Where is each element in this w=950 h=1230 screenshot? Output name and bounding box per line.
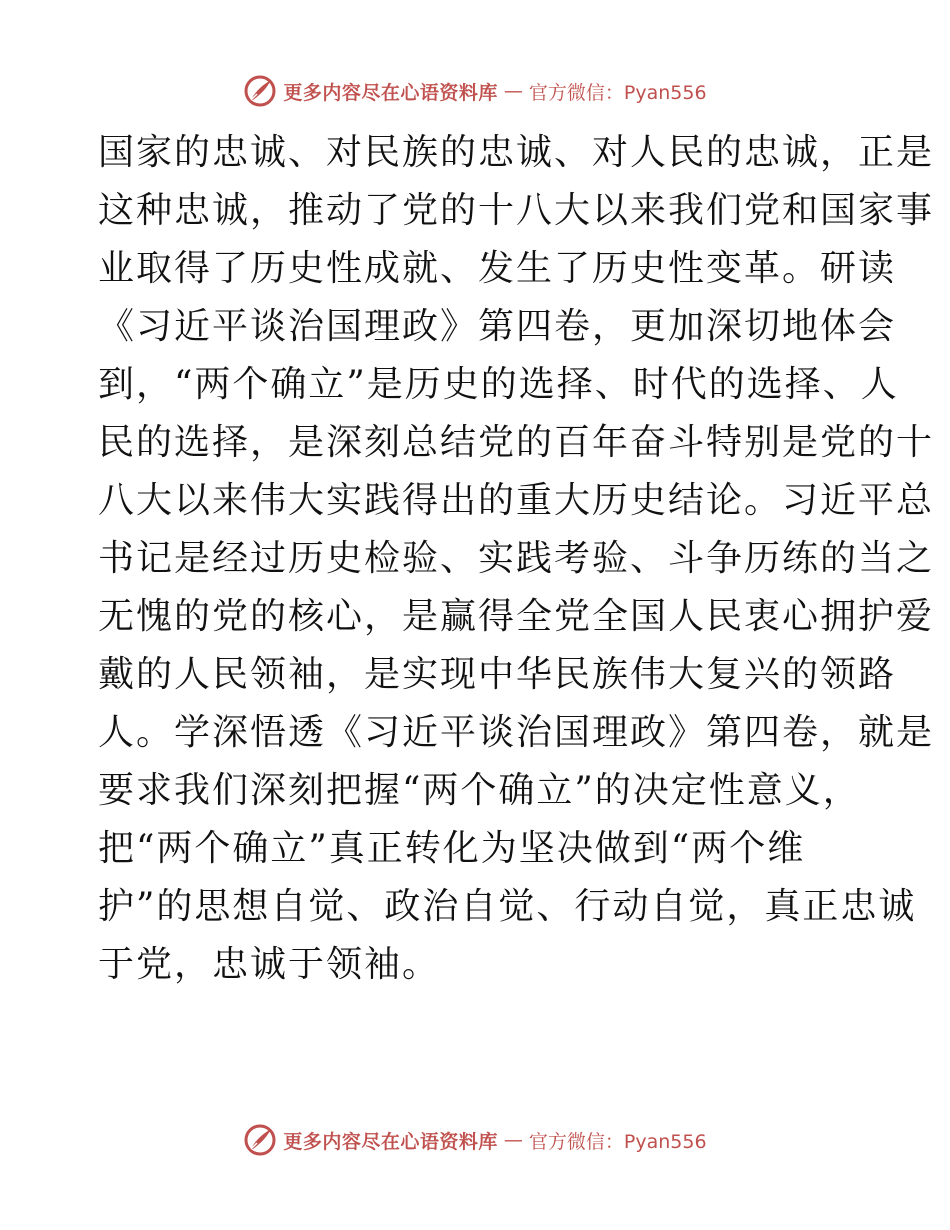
- body-line: 护”的思想自觉、政治自觉、行动自觉，真正忠诚: [98, 886, 917, 927]
- banner-text: 更多内容尽在心语资料库: [283, 81, 498, 104]
- document-body: [98, 124, 935, 994]
- body-line: 民的选择，是深刻总结党的百年奋斗特别是党的十: [98, 422, 935, 463]
- body-line: 书记是经过历史检验、实践考验、斗争历练的当之: [98, 538, 935, 579]
- body-line: 于党，忠诚于领袖。: [98, 944, 441, 985]
- quill-pen-logo-icon: [243, 74, 277, 108]
- body-line: 《习近平谈治国理政》第四卷，更加深切地体会: [98, 306, 897, 347]
- body-line: 到，“两个确立”是历史的选择、时代的选择、人: [98, 364, 899, 405]
- wechat-label: 官方微信：Pyan556: [528, 81, 707, 104]
- body-line: 业取得了历史性成就、发生了历史性变革。研读: [98, 248, 897, 289]
- banner-text: 更多内容尽在心语资料库: [283, 1130, 498, 1153]
- body-line: 国家的忠诚、对民族的忠诚、对人民的忠诚，正是: [98, 132, 935, 173]
- wechat-label: 官方微信：Pyan556: [528, 1130, 707, 1153]
- banner-separator: —: [503, 80, 523, 102]
- body-line: 要求我们深刻把握“两个确立”的决定性意义，: [98, 770, 861, 811]
- body-line: 人。学深悟透《习近平谈治国理政》第四卷，就是: [98, 712, 935, 753]
- body-line: 无愧的党的核心，是赢得全党全国人民衷心拥护爱: [98, 596, 935, 637]
- footer-banner: [0, 1120, 950, 1160]
- header-banner: [0, 71, 950, 111]
- body-line: 这种忠诚，推动了党的十八大以来我们党和国家事: [98, 190, 935, 231]
- body-line: 戴的人民领袖，是实现中华民族伟大复兴的领路: [98, 654, 897, 695]
- banner-separator: —: [503, 1129, 523, 1151]
- body-line: 八大以来伟大实践得出的重大历史结论。习近平总: [98, 480, 935, 521]
- quill-pen-logo-icon: [243, 1123, 277, 1157]
- body-line: 把“两个确立”真正转化为坚决做到“两个维: [98, 828, 806, 869]
